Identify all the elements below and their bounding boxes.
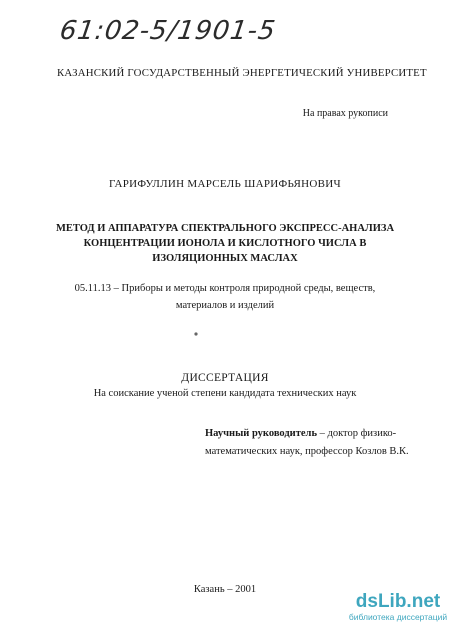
handwritten-catalog-number: 61:02-5/1901-5: [57, 16, 278, 46]
supervisor-line-2: математических наук, профессор Козлов В.К.: [205, 446, 409, 457]
watermark-subtitle: библиотека диссертаций: [348, 612, 448, 622]
title-line-2: КОНЦЕНТРАЦИИ ИОНОЛА И КИСЛОТНОГО ЧИСЛА В: [83, 238, 367, 249]
degree-line: На соискание ученой степени кандидата технических наук: [93, 388, 357, 399]
supervisor-label: Научный руководитель: [205, 428, 317, 439]
specialty-line-1: 05.11.13 – Приборы и методы контроля природной среды, веществ,: [74, 283, 376, 294]
title-line-3: ИЗОЛЯЦИОННЫХ МАСЛАХ: [152, 253, 298, 264]
rights-notice: На правах рукописи: [302, 108, 388, 119]
supervisor-line-1: [205, 428, 396, 439]
author-name: ГАРИФУЛЛИН МАРСЕЛЬ ШАРИФЬЯНОВИЧ: [108, 178, 342, 190]
city-year: Казань – 2001: [193, 584, 257, 595]
watermark-logo: dsLib.net: [355, 591, 441, 612]
title-line-1: МЕТОД И АППАРАТУРА СПЕКТРАЛЬНОГО ЭКСПРЕСС-АНАЛИЗА: [55, 223, 395, 234]
document-type: ДИССЕРТАЦИЯ: [181, 372, 269, 384]
specialty-line-2: материалов и изделий: [175, 300, 275, 311]
university-name: КАЗАНСКИЙ ГОСУДАРСТВЕННЫЙ ЭНЕРГЕТИЧЕСКИЙ УНИВЕРСИТЕТ: [57, 67, 427, 79]
supervisor-degree-start: – доктор физико-: [317, 428, 397, 439]
ink-mark: [193, 331, 199, 337]
dslib-watermark[interactable]: [348, 592, 448, 622]
